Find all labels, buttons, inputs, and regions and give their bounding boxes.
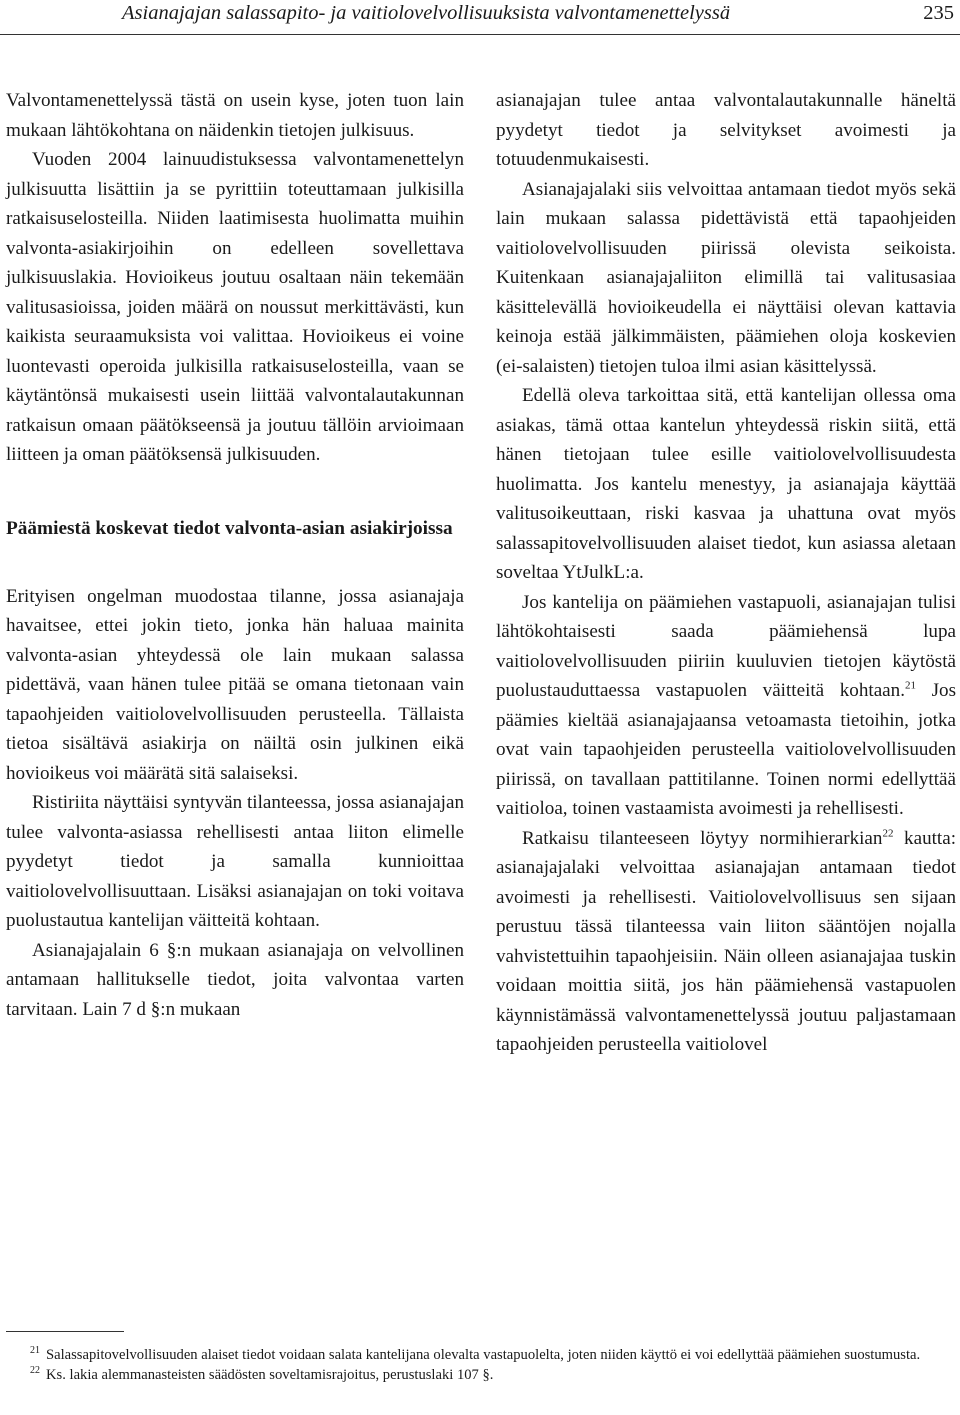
running-head	[0, 0, 960, 35]
footnote	[6, 1365, 956, 1385]
section-title: Päämiestä koskevat tiedot valvonta-asian asiakirjoissa	[6, 517, 453, 539]
paragraph	[496, 824, 956, 1060]
footnote-text: Salassapitovelvollisuuden alaiset tiedot voidaan salata kantelijana olevalta vastapuolelta, joten niiden käyttö ei voi edellyttää päämiehen suostumusta.	[46, 1347, 921, 1363]
paragraph: Vuoden 2004 lainuudistuksessa valvontamenettelyn julkisuutta lisättiin ja se pyrittiin toteuttamaan julkisilla ratkaisuselosteilla. Niiden laatimisesta huolimatta muihin valvonta-asiakirjoihin on edelleen sovellettava julkisuuslakia. Hovioikeus joutuu osaltaan näin tekemään valitusasioissa, joiden määrä on noussut merkittävästi, kun kaikista seuraamuksista voi valittaa. Hovioikeus ei voine luontevasti operoida julkisilla ratkaisuselosteilla, vaan se käytäntönsä mukaisesti usein liittää valvontalautakunnan ratkaisun omaan päätökseensä ja joutuu tällöin arvioimaan liitteen ja oman päätöksensä julkisuuden.	[6, 149, 464, 465]
paragraph-text: Jos kantelija on päämiehen vastapuoli, asianajajan tulisi lähtökohtaisesti saada päämiehensä lupa vaitiolovelvollisuuden piiriin kuuluvien tietojen käytöstä puolustauduttaessa vastapuolen väitteitä kohtaan.	[496, 591, 956, 701]
running-head-title: Asianajajan salassapito- ja vaitiolovelvollisuuksista valvontamenettelyssä	[122, 2, 731, 24]
paragraph: Valvontamenettelyssä tästä on usein kyse, joten tuon lain mukaan lähtökohtana on näidenkin tietojen julkisuus.	[6, 90, 464, 141]
footnote	[6, 1345, 956, 1365]
page-number: 235	[923, 2, 954, 24]
paragraph-text: Jos päämies kieltää asianajajaansa vetoamasta tietoihin, jotka ovat vain tapaohjeiden perusteella vaitiolovelvollisuuden piirissä, on tavallaan pattitilanne. Toinen normi edellyttää vaitioloa, toinen vastaamista avoimesti ja rehellisesti.	[496, 680, 957, 819]
footnotes	[6, 1345, 956, 1385]
paragraph: Asianajajalain 6 §:n mukaan asianajaja on velvollinen antamaan hallitukselle tiedot, joita valvontaa varten tarvitaan. Lain 7 d §:n mukaan	[6, 939, 464, 1020]
footnote-number: 22	[30, 1365, 40, 1377]
footnote-text: Ks. lakia alemmanasteisten säädösten soveltamisrajoitus, perustuslaki 107 §.	[46, 1367, 494, 1383]
paragraph: asianajajan tulee antaa valvontalautakunnalle häneltä pyydetyt tiedot ja selvitykset avoimesti ja totuudenmukaisesti.	[496, 90, 956, 170]
paragraph-text: kautta: asianajajalaki velvoittaa asianajajan antamaan tiedot avoimesti ja rehellisesti. Vaitiolovelvollisuus sen sijaan perustuu tässä tilanteessa vain liiton sääntöjen nojalla vahvistettuihin tapaohjeisiin. Näin olleen asianajajaa tuskin voidaan moittia siitä, jos hän päämiehensä vastapuolen käynnistämässä valvontamenettelyssä joutuu paljastamaan tapaohjeiden perusteella vaitiolovel	[496, 827, 957, 1055]
paragraph: Edellä oleva tarkoittaa sitä, että kantelijan ollessa oma asiakas, tämä ottaa kantelun yhteydessä riskin siitä, että hänen tietojaan tulee esille vaitiolovelvollisuudesta huolimatta. Jos kantelu menestyy, ja asianajaja käyttää valitusoikeuttaan, riski kasvaa ja uhattuna ovat myös salassapitovelvollisuuden alaiset tiedot, kun asiassa aletaan soveltaa YtJulkL:a.	[496, 385, 956, 583]
footnote-divider	[6, 1331, 124, 1332]
paragraph: Ristiriita näyttäisi syntyvän tilanteessa, jossa asianajajan tulee valvonta-asiassa rehellisesti antaa liiton elimelle pyydetyt tiedot ja samalla kunnioittaa vaitiolovelvollisuuttaan. Lisäksi asianajajan on toki voitava puolustautua kantelijan väitteitä kohtaan.	[6, 792, 464, 931]
footnote-ref[interactable]: 21	[904, 679, 916, 692]
footnote-number: 21	[30, 1345, 40, 1357]
paragraph: Asianajajalaki siis velvoittaa antamaan tiedot myös sekä lain mukaan salassa pidettävistä että tapaohjeiden vaitiolovelvollisuuden piirissä olevista seikoista. Kuitenkaan asianajajaliiton elimillä tai valitusasiaa käsittelevällä hovioikeudella ei näyttäisi olevan kattavia keinoja estää jälkimmäisten, päämiehen oloja koskevien (ei-salaisten) tietojen tuloa ilmi asian käsittelyssä.	[496, 178, 956, 377]
paragraph-text: Ratkaisu tilanteeseen löytyy normihierarkian	[522, 827, 883, 849]
left-column	[6, 86, 464, 1024]
paragraph	[496, 588, 956, 824]
paragraph: Erityisen ongelman muodostaa tilanne, jossa asianajaja havaitsee, ettei jokin tieto, jonka hän haluaa mainita valvonta-asian yhteydessä ole lain mukaan salassa pidettävä, vaan hänen tulee pitää se omana tietonaan vain tapaohjeiden vaitiolovelvollisuuden perusteella. Tällaista tietoa sisältävä asiakirja on näiltä osin julkinen eikä hovioikeus voi määrätä sitä salaiseksi.	[6, 585, 464, 784]
footnote-ref[interactable]: 22	[882, 827, 894, 840]
right-column	[496, 86, 956, 1060]
